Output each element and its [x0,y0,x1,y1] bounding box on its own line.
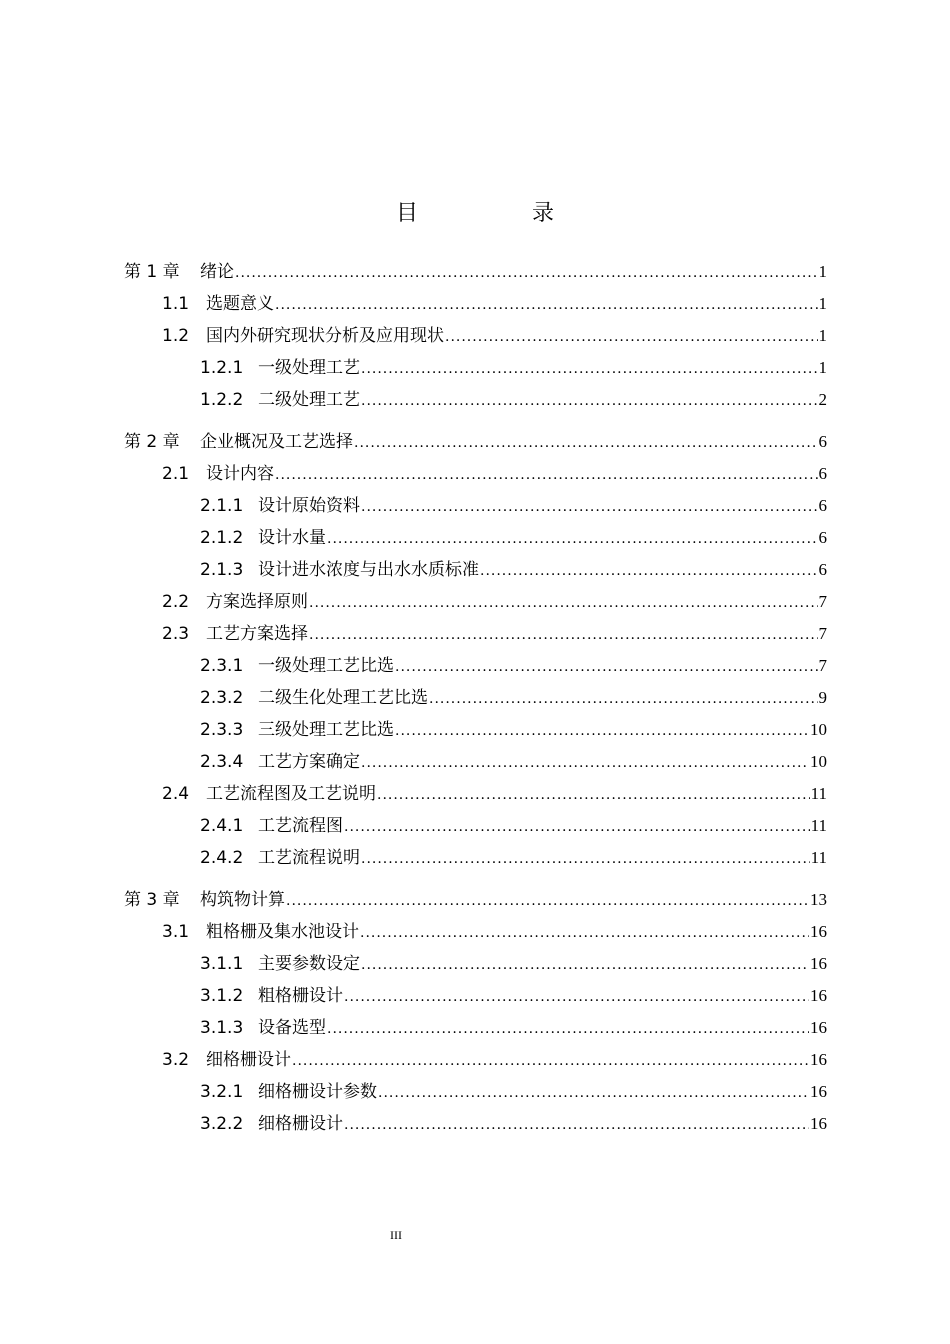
toc-entry-page: 10 [810,720,827,739]
toc-entry-title: 一级处理工艺比选 [258,656,394,676]
toc-dot-leader [361,949,809,981]
toc-entry-number: 1.2.2 [200,390,244,410]
toc-entry[interactable] [124,554,827,586]
toc-entry-title: 选题意义 [206,294,274,314]
toc-entry-number: 3.1 [162,922,190,942]
toc-entry-title: 粗格栅设计 [258,986,343,1006]
toc-entry-number: 2.3.1 [200,656,244,676]
toc-entry[interactable] [124,714,827,746]
toc-dot-leader [361,491,818,523]
toc-entry-page: 1 [818,262,827,281]
toc-entry-page: 16 [810,986,827,1005]
toc-entry[interactable] [124,384,827,416]
toc-dot-leader [292,1045,809,1077]
toc-entry-page: 6 [818,496,827,515]
toc-dot-leader [344,1109,809,1141]
toc-entry[interactable] [124,746,827,778]
toc-entry[interactable] [124,650,827,682]
toc-entry-title: 构筑物计算 [200,890,285,910]
toc-entry-title: 二级处理工艺 [258,390,360,410]
toc-entry[interactable] [124,884,827,916]
toc-entry-page: 1 [818,358,827,377]
toc-entry-page: 16 [810,1114,827,1133]
toc-dot-leader [378,1077,809,1109]
toc-dot-leader [327,1013,809,1045]
toc-entry-page: 7 [818,656,827,675]
toc-entry-number: 2.1.2 [200,528,244,548]
toc-entry[interactable] [124,426,827,458]
toc-entry[interactable] [124,320,827,352]
toc-entry-page: 9 [818,688,827,707]
toc-entry-title: 国内外研究现状分析及应用现状 [206,326,444,346]
toc-entry[interactable] [124,256,827,288]
toc-entry[interactable] [124,458,827,490]
toc-entry-title: 设备选型 [258,1018,326,1038]
toc-entry[interactable] [124,916,827,948]
toc-entry-title: 设计进水浓度与出水水质标准 [258,560,479,580]
toc-entry-number: 2.2 [162,592,190,612]
toc-entry-title: 设计内容 [206,464,274,484]
toc-entry[interactable] [124,682,827,714]
toc-entry-title: 主要参数设定 [258,954,360,974]
page-title: 目 录 [395,201,600,226]
toc-dot-leader [286,885,809,917]
toc-entry-page: 6 [818,432,827,451]
toc-entry-page: 16 [810,1018,827,1037]
toc-entry[interactable] [124,1076,827,1108]
toc-dot-leader [395,715,809,747]
toc-dot-leader [361,843,810,875]
toc-dot-leader [344,811,810,843]
toc-entry-page: 11 [810,848,827,867]
toc-entry-number: 3.1.1 [200,954,244,974]
toc-entry-title: 工艺方案选择 [206,624,308,644]
toc-entry[interactable] [124,490,827,522]
toc-entry[interactable] [124,522,827,554]
toc-entry-title: 企业概况及工艺选择 [200,432,353,452]
toc-entry[interactable] [124,1108,827,1140]
toc-dot-leader [395,651,818,683]
toc-entry-page: 6 [818,464,827,483]
toc-entry-title: 工艺流程说明 [258,848,360,868]
toc-entry-title: 细格栅设计参数 [258,1082,377,1102]
toc-entry[interactable] [124,778,827,810]
toc-dot-leader [275,289,818,321]
toc-entry[interactable] [124,1044,827,1076]
toc-dot-leader [361,353,818,385]
toc-entry[interactable] [124,1012,827,1044]
toc-entry-page: 16 [810,1082,827,1101]
toc-entry-title: 绪论 [200,262,234,282]
toc-entry-title: 设计水量 [258,528,326,548]
toc-entry-number: 2.3 [162,624,190,644]
toc-dot-leader [480,555,818,587]
toc-entry-number: 2.3.3 [200,720,244,740]
toc-entry[interactable] [124,288,827,320]
toc-entry-number: 第 1 章 [124,262,180,282]
toc-dot-leader [361,385,818,417]
toc-entry-page: 16 [810,1050,827,1069]
toc-dot-leader [309,587,818,619]
toc-entry-title: 工艺流程图及工艺说明 [206,784,376,804]
toc-entry-page: 16 [810,954,827,973]
toc-entry-title: 方案选择原则 [206,592,308,612]
toc-entry-title: 细格栅设计 [258,1114,343,1134]
toc-entry-title: 一级处理工艺 [258,358,360,378]
toc-entry-title: 细格栅设计 [206,1050,291,1070]
toc-entry[interactable] [124,586,827,618]
toc-entry-page: 16 [810,922,827,941]
toc-entry-number: 3.1.3 [200,1018,244,1038]
toc-entry-page: 10 [810,752,827,771]
toc-entry[interactable] [124,352,827,384]
toc-entry-number: 1.2.1 [200,358,244,378]
toc-dot-leader [309,619,818,651]
toc-entry-number: 2.3.2 [200,688,244,708]
toc-dot-leader [327,523,818,555]
toc-entry[interactable] [124,980,827,1012]
toc-entry-number: 2.1 [162,464,190,484]
toc-dot-leader [445,321,818,353]
page-number-footer: III [390,1228,402,1242]
toc-dot-leader [354,427,818,459]
toc-entry-number: 3.2 [162,1050,190,1070]
toc-entry-number: 1.1 [162,294,190,314]
table-of-contents [124,256,827,1140]
toc-entry-number: 2.3.4 [200,752,244,772]
toc-entry-title: 粗格栅及集水池设计 [206,922,359,942]
toc-entry[interactable] [124,842,827,874]
toc-entry[interactable] [124,618,827,650]
toc-entry-page: 13 [810,890,827,909]
toc-entry-page: 1 [818,294,827,313]
toc-entry-page: 11 [810,816,827,835]
toc-entry[interactable] [124,810,827,842]
toc-entry-number: 3.2.2 [200,1114,244,1134]
toc-entry-number: 2.4.1 [200,816,244,836]
toc-dot-leader [429,683,818,715]
toc-dot-leader [275,459,818,491]
toc-entry-page: 7 [818,592,827,611]
toc-entry-number: 2.4 [162,784,190,804]
toc-dot-leader [344,981,809,1013]
toc-entry-number: 第 2 章 [124,432,180,452]
toc-entry-page: 7 [818,624,827,643]
toc-entry-title: 工艺流程图 [258,816,343,836]
toc-entry-title: 三级处理工艺比选 [258,720,394,740]
toc-entry-number: 2.4.2 [200,848,244,868]
toc-entry-number: 2.1.1 [200,496,244,516]
toc-entry-number: 3.2.1 [200,1082,244,1102]
toc-entry-number: 2.1.3 [200,560,244,580]
toc-entry-title: 工艺方案确定 [258,752,360,772]
toc-entry[interactable] [124,948,827,980]
toc-dot-leader [361,747,809,779]
toc-entry-number: 3.1.2 [200,986,244,1006]
toc-entry-page: 6 [818,560,827,579]
toc-dot-leader [235,257,818,289]
toc-entry-page: 6 [818,528,827,547]
toc-entry-page: 2 [818,390,827,409]
toc-dot-leader [360,917,809,949]
toc-dot-leader [377,779,810,811]
toc-entry-title: 设计原始资料 [258,496,360,516]
toc-entry-title: 二级生化处理工艺比选 [258,688,428,708]
toc-entry-number: 第 3 章 [124,890,180,910]
toc-entry-page: 11 [810,784,827,803]
toc-entry-page: 1 [818,326,827,345]
toc-entry-number: 1.2 [162,326,190,346]
